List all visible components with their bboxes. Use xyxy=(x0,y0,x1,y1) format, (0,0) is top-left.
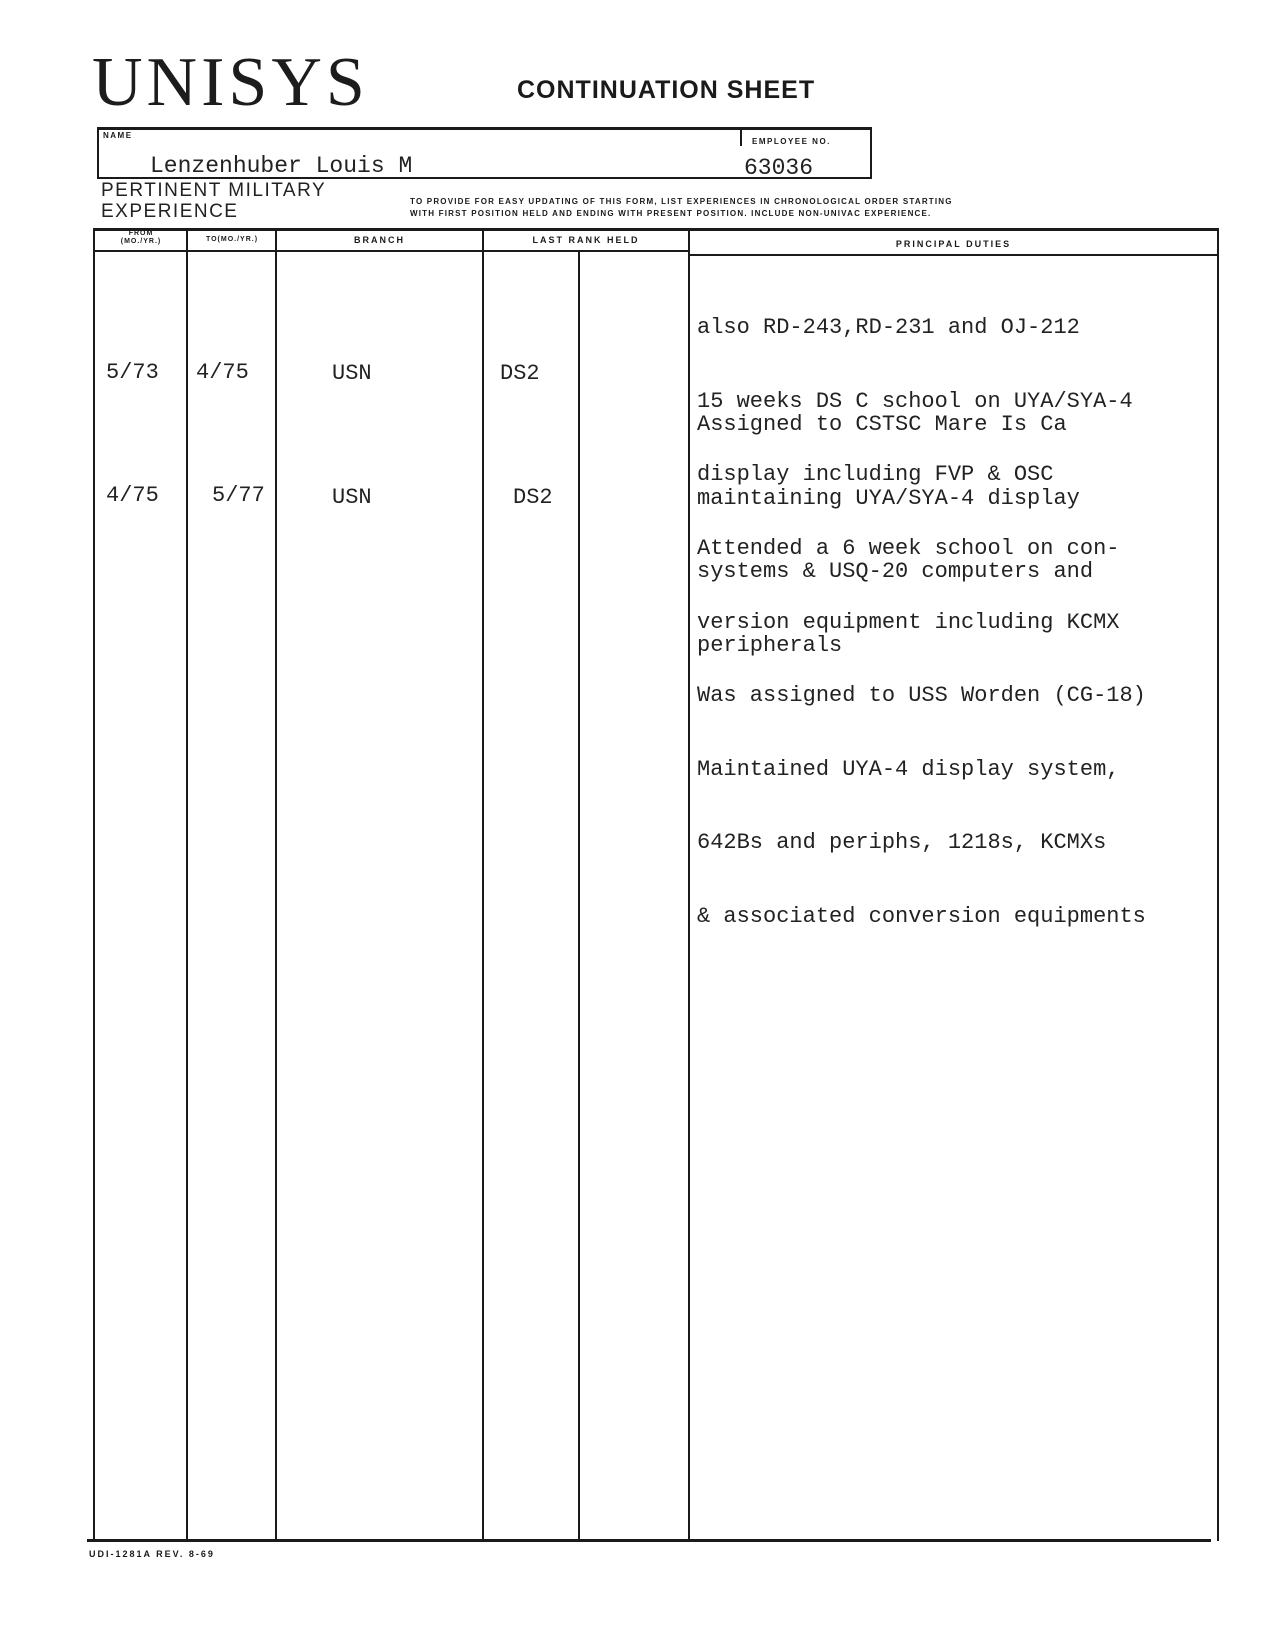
duty-line: Maintained UYA-4 display system, xyxy=(697,756,1120,782)
page-title: CONTINUATION SHEET xyxy=(517,76,816,104)
duty-line: version equipment including KCMX xyxy=(697,609,1120,635)
row-branch: USN xyxy=(332,485,372,510)
col-header-duties: PRINCIPAL DUTIES xyxy=(895,239,1012,249)
col-rule-left xyxy=(93,228,95,1541)
duty-line: display including FVP & OSC xyxy=(697,462,1054,487)
section-label xyxy=(101,181,326,222)
row-rank: DS2 xyxy=(500,361,540,386)
duty-line: & associated conversion equipments xyxy=(697,903,1146,929)
row-duties xyxy=(697,485,1146,978)
col-header-from xyxy=(96,230,186,246)
employee-number: 63036 xyxy=(744,155,814,181)
col-header-from-line1: FROM xyxy=(128,230,154,237)
table-top-border xyxy=(95,228,1219,231)
employee-number-label: EMPLOYEE NO. xyxy=(752,137,831,146)
row-from: 5/73 xyxy=(106,360,159,385)
duty-line: also RD-243,RD-231 and OJ-212 xyxy=(697,315,1080,340)
duty-line: systems & USQ-20 computers and xyxy=(697,559,1094,584)
duty-line: peripherals xyxy=(697,632,843,658)
row-to: 4/75 xyxy=(196,360,249,385)
duty-line: Attended a 6 week school on con- xyxy=(697,536,1120,561)
instructions-line1: TO PROVIDE FOR EASY UPDATING OF THIS FORM, LIST EXPERIENCES IN CHRONOLOGICAL ORDER STARTING xyxy=(410,197,953,206)
col-header-rank: LAST RANK HELD xyxy=(532,235,640,245)
duty-line: 642Bs and periphs, 1218s, KCMXs xyxy=(697,830,1107,855)
col-rule-rank xyxy=(688,228,690,1541)
col-header-branch: BRANCH xyxy=(354,235,405,245)
form-number: UDI-1281A REV. 8-69 xyxy=(89,1549,215,1559)
row-rank: DS2 xyxy=(513,485,553,510)
col-rule-right xyxy=(1217,228,1219,1541)
table-bottom-border xyxy=(87,1539,1211,1542)
duty-line: Assigned to CSTSC Mare Is Ca xyxy=(697,412,1067,437)
form-instructions xyxy=(410,196,953,219)
row-branch: USN xyxy=(332,361,372,386)
duty-line: Was assigned to USS Worden (CG-18) xyxy=(697,683,1146,708)
section-label-line1: PERTINENT MILITARY xyxy=(101,180,327,201)
col-rule-from xyxy=(186,228,188,1541)
instructions-line2: WITH FIRST POSITION HELD AND ENDING WITH PRESENT POSITION. INCLUDE NON-UNIVAC EXPERIENCE. xyxy=(410,208,932,218)
section-label-line2: EXPERIENCE xyxy=(101,200,239,222)
company-logo: UNISYS xyxy=(92,44,369,121)
row-from: 4/75 xyxy=(106,483,159,508)
col-rule-branch xyxy=(482,228,484,1541)
col-header-to: TO(MO./YR.) xyxy=(205,236,259,243)
row-to: 5/77 xyxy=(212,483,265,508)
col-rule-rank-inner xyxy=(578,252,580,1541)
employee-name: Lenzenhuber Louis M xyxy=(150,153,413,179)
col-rule-to xyxy=(275,228,277,1541)
col-header-from-line2: (MO./YR.) xyxy=(120,238,162,245)
name-label: NAME xyxy=(103,131,133,140)
duty-line: maintaining UYA/SYA-4 display xyxy=(697,485,1080,511)
duty-line: 15 weeks DS C school on UYA/SYA-4 xyxy=(697,388,1133,414)
name-box-divider-stub xyxy=(740,128,742,146)
header-rule-left xyxy=(95,250,690,252)
header-rule-right xyxy=(690,254,1219,256)
